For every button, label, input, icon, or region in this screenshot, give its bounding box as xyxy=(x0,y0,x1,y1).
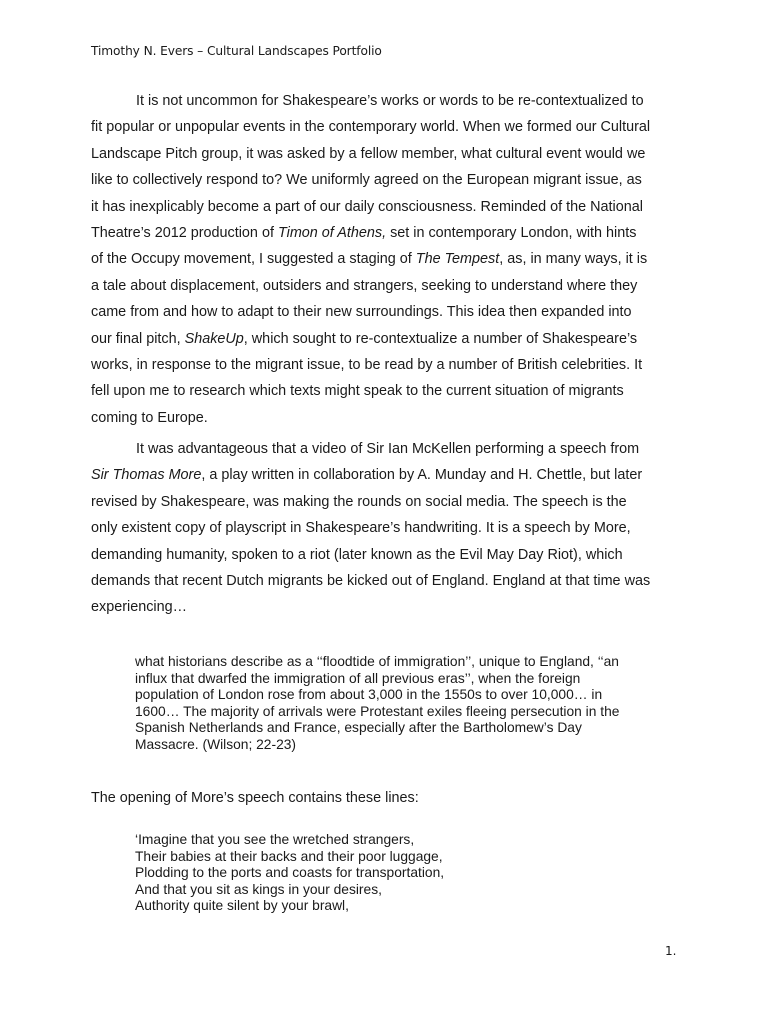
line-text: , as, in many ways, it is xyxy=(499,251,648,268)
paragraph-line xyxy=(91,462,691,488)
paragraph-line: fit popular or unpopular events in the contemporary world. When we formed our Cultural xyxy=(91,119,651,136)
play-title-timon: Timon of Athens, xyxy=(277,224,387,241)
block-quote xyxy=(135,654,695,754)
quote-line: population of London rose from about 3,000 in the 1550s to over 10,000… in xyxy=(135,687,603,703)
verse-line: And that you sit as kings in your desires, xyxy=(135,881,382,897)
verse-quote xyxy=(135,832,655,915)
paragraph-line xyxy=(91,220,691,246)
paragraph-line: coming to Europe. xyxy=(91,409,208,426)
speech-intro: The opening of More’s speech contains these lines: xyxy=(91,790,419,806)
quote-line: Spanish Netherlands and France, especially after the Bartholomew’s Day xyxy=(135,720,582,736)
line-text: , which sought to re-contextualize a number of Shakespeare’s xyxy=(243,330,638,347)
paragraph-line: It was advantageous that a video of Sir Ian McKellen performing a speech from xyxy=(136,441,640,457)
line-text: of the Occupy movement, I suggested a staging of xyxy=(91,251,416,268)
paragraph-line xyxy=(91,326,691,352)
page-header: Timothy N. Evers – Cultural Landscapes Portfolio xyxy=(91,44,382,58)
quote-line: Massacre. (Wilson; 22-23) xyxy=(135,736,297,752)
page-number: 1. xyxy=(665,944,677,958)
verse-line: ‘Imagine that you see the wretched strangers, xyxy=(135,832,415,847)
paragraph-line: experiencing… xyxy=(91,599,187,616)
quote-line: what historians describe as a ‘‘floodtide of immigration’’, unique to England, ‘‘an xyxy=(135,654,619,669)
line-text: Theatre’s 2012 production of xyxy=(91,224,278,241)
verse-line: Authority quite silent by your brawl, xyxy=(135,898,349,914)
verse-line: Their babies at their backs and their poor luggage, xyxy=(135,848,443,864)
paragraph-line: demanding humanity, spoken to a riot (later known as the Evil May Day Riot), which xyxy=(91,546,623,563)
paragraph-line: works, in response to the migrant issue, to be read by a number of British celebrities. It xyxy=(91,356,643,373)
paragraph-line: it has inexplicably become a part of our daily consciousness. Reminded of the National xyxy=(91,198,643,215)
play-title-tempest: The Tempest xyxy=(415,251,500,268)
paragraph-line: fell upon me to research which texts might speak to the current situation of migrants xyxy=(91,383,624,400)
paragraph-line: like to collectively respond to? We uniformly agreed on the European migrant issue, as xyxy=(91,172,642,189)
paragraph-1 xyxy=(91,88,691,431)
play-title-sir-thomas-more: Sir Thomas More xyxy=(91,467,202,484)
quote-line: 1600… The majority of arrivals were Protestant exiles fleeing persecution in the xyxy=(135,703,620,719)
paragraph-line: Landscape Pitch group, it was asked by a fellow member, what cultural event would we xyxy=(91,145,646,162)
verse-line: Plodding to the ports and coasts for transportation, xyxy=(135,865,445,881)
line-text: , a play written in collaboration by A. Munday and H. Chettle, but later xyxy=(201,467,643,484)
paragraph-line: a tale about displacement, outsiders and strangers, seeking to understand where they xyxy=(91,277,638,294)
quote-line: influx that dwarfed the immigration of all previous eras’’, when the foreign xyxy=(135,670,581,686)
paragraph-2 xyxy=(91,436,691,621)
paragraph-line: revised by Shakespeare, was making the rounds on social media. The speech is the xyxy=(91,493,627,510)
pitch-title-shakeup: ShakeUp xyxy=(184,330,244,347)
paragraph-line: demands that recent Dutch migrants be kicked out of England. England at that time was xyxy=(91,572,651,589)
line-text: our final pitch, xyxy=(91,330,185,347)
paragraph-line: came from and how to adapt to their new surroundings. This idea then expanded into xyxy=(91,304,632,321)
paragraph-line: only existent copy of playscript in Shakespeare’s handwriting. It is a speech by More, xyxy=(91,520,631,537)
line-text: set in contemporary London, with hints xyxy=(386,224,637,241)
paragraph-line: It is not uncommon for Shakespeare’s works or words to be re-contextualized to xyxy=(136,93,644,109)
paragraph-line xyxy=(91,246,691,272)
